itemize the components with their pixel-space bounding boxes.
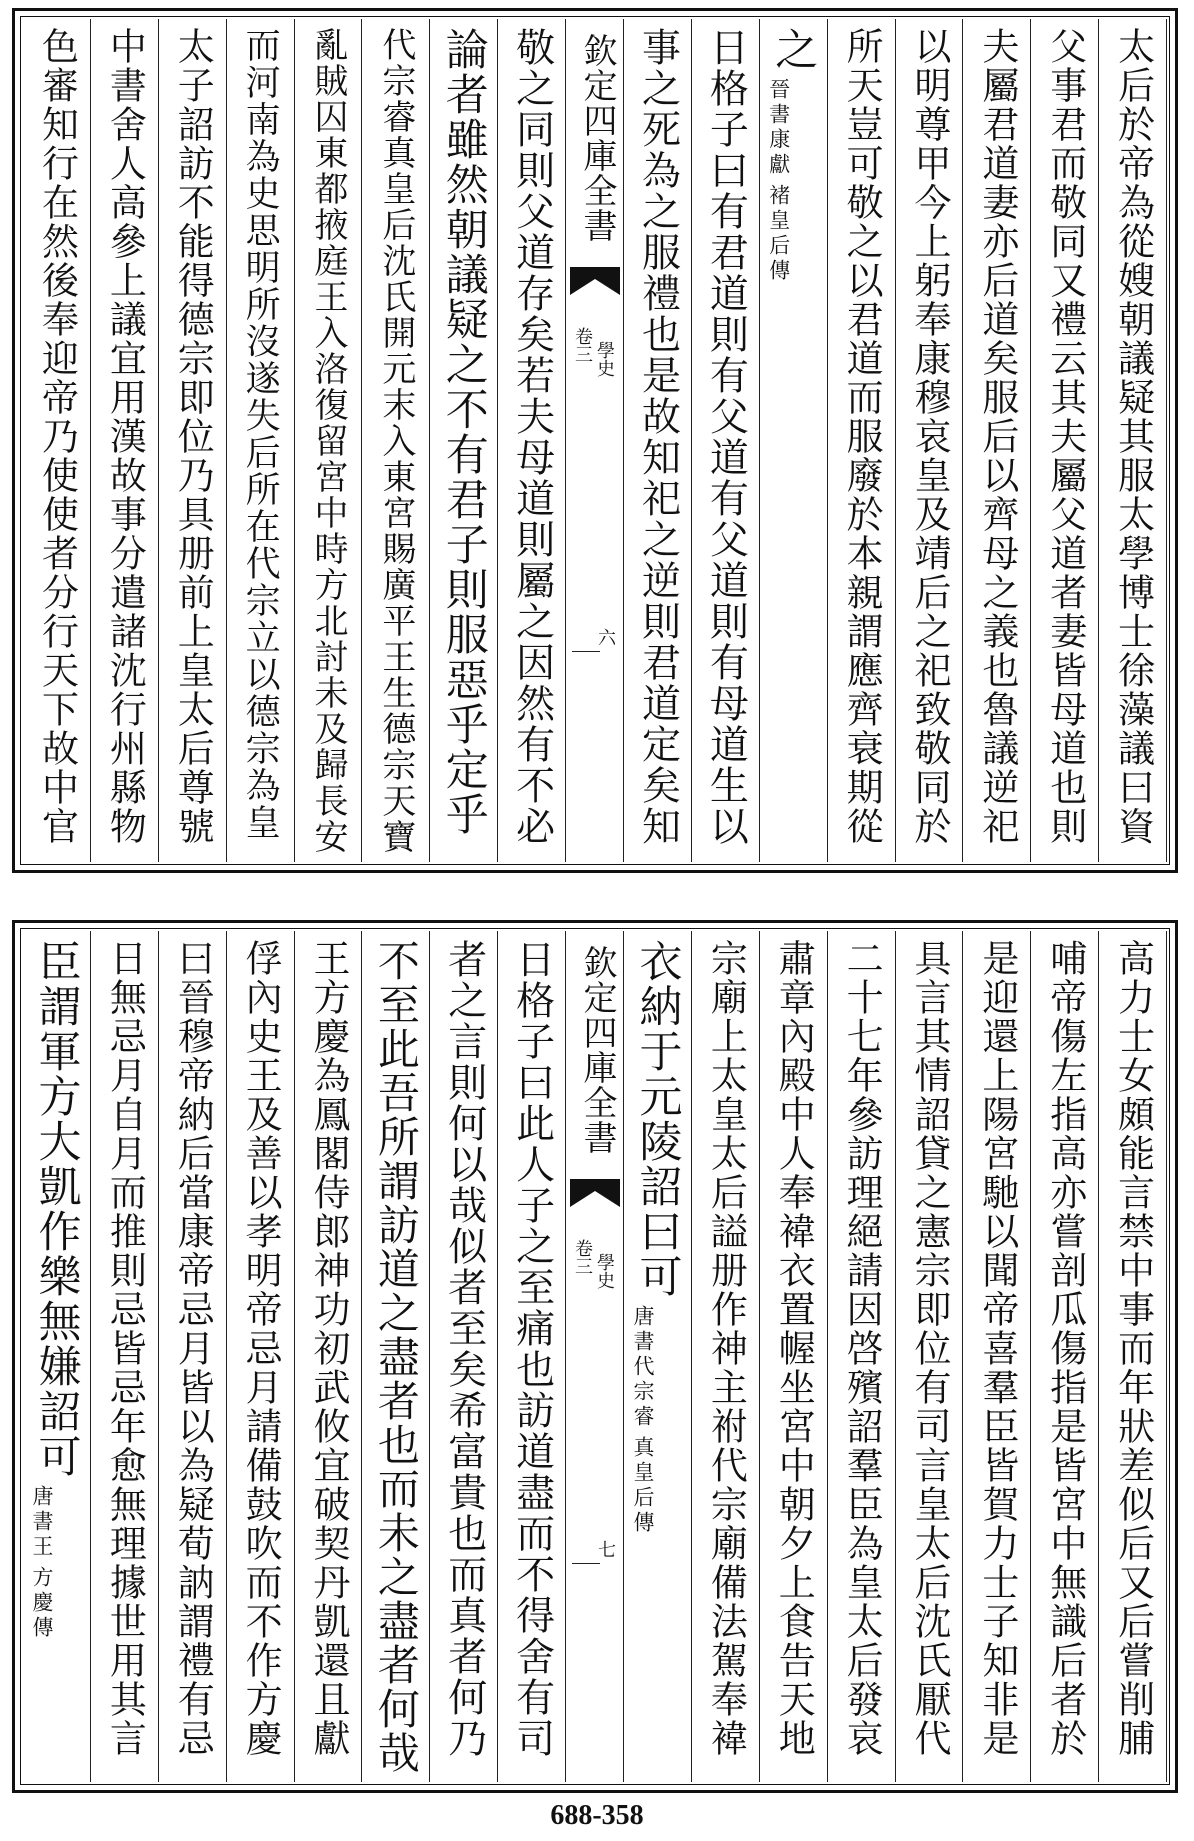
column-text: 代宗睿真皇后沈氏開元末入東宮賜廣平王生德宗天寶 <box>375 27 416 855</box>
column-text: 肅章內殿中人奉褘衣置幄坐宮中朝夕上食告天地 <box>772 939 816 1758</box>
top-page <box>12 8 1178 873</box>
column-text: 臣謂軍方大凱作樂無嫌詔可 <box>31 939 82 1479</box>
folio-number: 七 <box>598 1540 616 1561</box>
folio-number: 六 <box>598 628 616 649</box>
column-text: 之 <box>768 27 819 72</box>
text-column <box>896 931 964 1782</box>
center-subtitle: 學史 <box>594 341 615 377</box>
text-column <box>362 19 430 862</box>
column-text: 以明尊甲今上躬奉康穆哀皇及靖后之祀致敬同於 <box>907 27 951 846</box>
column-text: 宗廟上太皇太后謚册作神主祔代宗廟備法駕奉褘 <box>704 939 748 1758</box>
column-text: 哺帝傷左指高亦嘗剖瓜傷指是皆宮中無識后者於 <box>1043 939 1087 1758</box>
text-column <box>295 931 363 1782</box>
column-text: 俘內史王及善以孝明帝忌月請備鼓吹而不作方慶 <box>239 939 283 1758</box>
text-column <box>91 931 159 1782</box>
column-text: 論者雖然朝議疑之不有君子則服惡乎定乎 <box>438 27 489 837</box>
text-column <box>963 19 1031 862</box>
text-column <box>896 19 964 862</box>
folio-rule <box>572 1563 600 1564</box>
book-title: 欽定四庫全書 <box>577 945 617 1155</box>
text-column <box>760 19 828 862</box>
folio-rule <box>572 651 600 652</box>
column-text: 夫屬君道妻亦后道矣服后以齊母之義也魯議逆祀 <box>975 27 1019 846</box>
column-text: 中書舍人高參上議宜用漢故事分遣諸沈行州縣物 <box>103 27 147 846</box>
column-text: 不至此吾所謂訪道之盡者也而未之盡者何哉 <box>371 939 421 1775</box>
text-column <box>1031 931 1099 1782</box>
center-subtitle: 卷三 <box>572 1239 593 1275</box>
text-column <box>963 931 1031 1782</box>
column-text: 高力士女頗能言禁中事而年狀差似后又后嘗削脯 <box>1111 939 1155 1758</box>
column-text: 亂賊囚東都掖庭王入洛復留宮中時方北討未及歸長安 <box>307 27 348 855</box>
source-note-line: 方慶傳 <box>30 1566 54 1641</box>
column-text: 太后於帝為從嫂朝議疑其服太學博士徐藻議曰資 <box>1111 27 1155 846</box>
book-title: 欽定四庫全書 <box>577 33 617 243</box>
column-text: 日無忌月自月而推則忌皆忌年愈無理據世用其言 <box>103 939 147 1758</box>
text-column <box>295 19 363 862</box>
center-fold-column <box>566 19 624 862</box>
column-text: 王方慶為鳳閣侍郎神功初武攸宜破契丹凱還且獻 <box>306 939 350 1758</box>
text-column <box>1099 19 1167 862</box>
text-column <box>23 19 91 862</box>
column-text: 二十七年參訪理絕請因啓殯詔羣臣為皇太后發哀 <box>840 939 884 1758</box>
page-code: 688-358 <box>550 1800 644 1831</box>
text-column <box>1031 19 1099 862</box>
source-note-line: 褚皇后傳 <box>766 184 791 284</box>
fishtail-mark-icon <box>570 267 620 307</box>
text-column <box>227 19 295 862</box>
source-note <box>632 1305 654 1536</box>
center-fold-column <box>566 931 624 1782</box>
column-text: 具言其情詔貸之憲宗即位有司言皇太后沈氏厭代 <box>907 939 951 1758</box>
text-column <box>159 931 227 1782</box>
source-note-line: 唐書代宗睿 <box>631 1305 655 1430</box>
source-note-line: 唐書王 <box>30 1485 54 1560</box>
column-text: 太子詔訪不能得德宗即位乃具册前上皇太后尊號 <box>171 27 215 846</box>
text-column <box>1099 931 1167 1782</box>
text-column <box>624 19 692 862</box>
text-column <box>227 931 295 1782</box>
text-column <box>760 931 828 1782</box>
text-column <box>692 19 760 862</box>
source-note-line: 晉書康獻 <box>766 78 791 178</box>
text-column <box>498 19 566 862</box>
center-subtitle: 學史 <box>594 1253 615 1289</box>
column-text: 曰晉穆帝納后當康帝忌月皆以為疑荀訥謂禮有忌 <box>171 939 215 1758</box>
text-column <box>828 931 896 1782</box>
column-text: 所天豈可敬之以君道而服廢於本親謂應齊衰期從 <box>840 27 884 846</box>
text-column <box>362 931 430 1782</box>
text-column <box>159 19 227 862</box>
text-column <box>828 19 896 862</box>
column-text: 父事君而敬同又禮云其夫屬父道者妻皆母道也則 <box>1043 27 1087 846</box>
fishtail-mark-icon <box>570 1179 620 1219</box>
text-column <box>91 19 159 862</box>
column-text: 者之言則何以哉似者至矣希富貴也而真者何乃 <box>441 939 487 1759</box>
column-text: 衣納于元陵詔曰可 <box>632 939 683 1299</box>
text-column <box>692 931 760 1782</box>
text-column <box>430 19 498 862</box>
column-text: 事之死為之服禮也是故知祀之逆則君道定矣知 <box>635 27 681 847</box>
source-note <box>768 78 790 284</box>
column-text: 日格子曰此人子之至痛也訪道盡而不得舍有司 <box>509 939 555 1759</box>
column-text: 敬之同則父道存矣若夫母道則屬之因然有不必 <box>509 27 555 847</box>
column-text: 色審知行在然後奉迎帝乃使使者分行天下故中官 <box>35 27 79 846</box>
source-note <box>31 1485 53 1641</box>
text-column <box>23 931 91 1782</box>
bottom-page <box>12 920 1178 1793</box>
column-text: 是迎還上陽宮馳以聞帝喜羣臣皆賀力士子知非是 <box>975 939 1019 1758</box>
column-text: 而河南為史思明所沒遂失后所在代宗立以德宗為皇 <box>240 27 281 841</box>
source-note-line: 真皇后傳 <box>631 1436 655 1536</box>
text-column <box>624 931 692 1782</box>
center-subtitle: 卷三 <box>572 327 593 363</box>
column-text: 日格子曰有君道則有父道有父道則有母道生以 <box>703 27 749 847</box>
text-column <box>430 931 498 1782</box>
text-column <box>498 931 566 1782</box>
